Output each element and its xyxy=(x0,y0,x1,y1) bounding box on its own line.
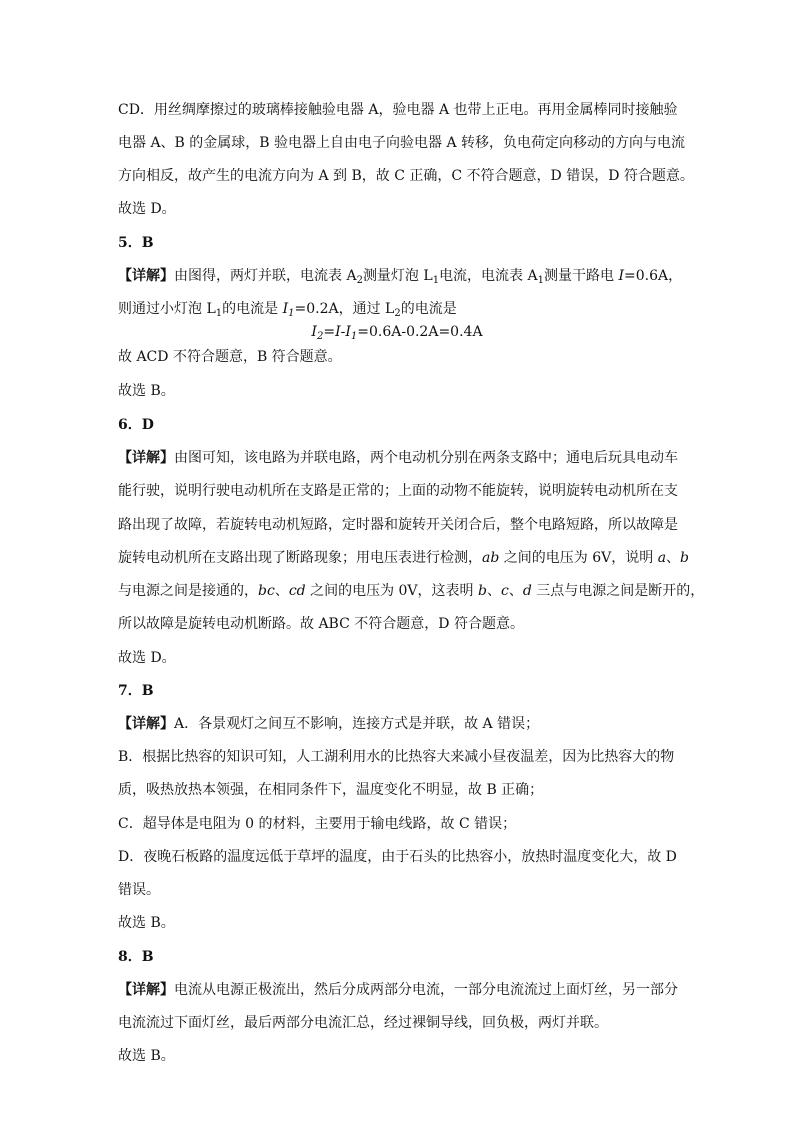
explanation-line: 【详解】电流从电源正极流出，然后分成两部分电流，一部分电流流过上面灯丝，另一部分 xyxy=(118,982,678,998)
text-line: 质，吸热放热本领强，在相同条件下，温度变化不明显，故 B 正确； xyxy=(118,782,544,798)
question-number: 7．B xyxy=(118,683,154,699)
answer-conclusion: 故选 B。 xyxy=(118,1048,175,1064)
formula-line: $I_2=I-I_1=0.6A-0.2A=0.4A$ xyxy=(311,324,483,342)
explanation-line: 【详解】A．各景观灯之间互不影响，连接方式是并联，故 A 错误； xyxy=(118,716,540,732)
text-line: 电器 A、B 的金属球，B 验电器上自由电子向验电器 A 转移，负电荷定向移动的方向与电流 xyxy=(118,135,686,151)
answer-conclusion: 故选 B。 xyxy=(118,915,175,931)
text-line: 能行驶，说明行驶电动机所在支路是正常的；上面的动物不能旋转，说明旋转电动机所在支 xyxy=(118,483,678,499)
text-line: CD．用丝绸摩擦过的玻璃棒接触验电器 A，验电器 A 也带上正电。再用金属棒同时接触验 xyxy=(118,102,678,118)
text-line: 与电源之间是接通的，bc、cd 之间的电压为 0V，这表明 b、c、d 三点与电源之间是断开的， xyxy=(118,583,705,599)
explanation-line: 【详解】由图可知，该电路为并联电路，两个电动机分别在两条支路中；通电后玩具电动车 xyxy=(118,450,678,466)
text-line: 方向相反，故产生的电流方向为 A 到 B，故 C 正确，C 不符合题意，D 错误，D 符合题意。 xyxy=(118,168,694,184)
text-line: 路出现了故障，若旋转电动机短路，定时器和旋转开关闭合后，整个电路短路，所以故障是 xyxy=(118,517,678,533)
text-line: 故 ACD 不符合题意，B 符合题意。 xyxy=(118,349,342,365)
explanation-line: 【详解】由图得，两灯并联，电流表 $A_2$测量灯泡 $L_1$电流，电流表 $A_1$测量干路电 I=0.6A， xyxy=(118,268,683,286)
text-line: 错误。 xyxy=(118,882,160,898)
answer-conclusion: 故选 B。 xyxy=(118,383,175,399)
question-number: 5．B xyxy=(118,235,154,251)
text-line: B．根据比热容的知识可知，人工湖利用水的比热容大来减小昼夜温差，因为比热容大的物 xyxy=(118,749,675,765)
text-line: 所以故障是旋转电动机断路。故 ABC 不符合题意，D 符合题意。 xyxy=(118,616,524,632)
text-line: D．夜晚石板路的温度远低于草坪的温度，由于石头的比热容小，放热时温度变化大，故 D xyxy=(118,849,677,865)
question-number: 8．B xyxy=(118,949,154,965)
answer-conclusion: 故选 D。 xyxy=(118,201,176,217)
text-line: 则通过小灯泡 $L_1$的电流是 $I_1=0.2A$，通过 $L_2$的电流是 xyxy=(118,301,457,319)
question-number: 6．D xyxy=(118,417,154,433)
text-line: 旋转电动机所在支路出现了断路现象；用电压表进行检测，ab 之间的电压为 6V，说明 a、b xyxy=(118,550,690,566)
text-line: 电流流过下面灯丝，最后两部分电流汇总，经过裸铜导线，回负极，两灯并联。 xyxy=(118,1015,608,1031)
text-line: C．超导体是电阻为 0 的材料，主要用于输电线路，故 C 错误； xyxy=(118,816,517,832)
answer-conclusion: 故选 D。 xyxy=(118,650,176,666)
